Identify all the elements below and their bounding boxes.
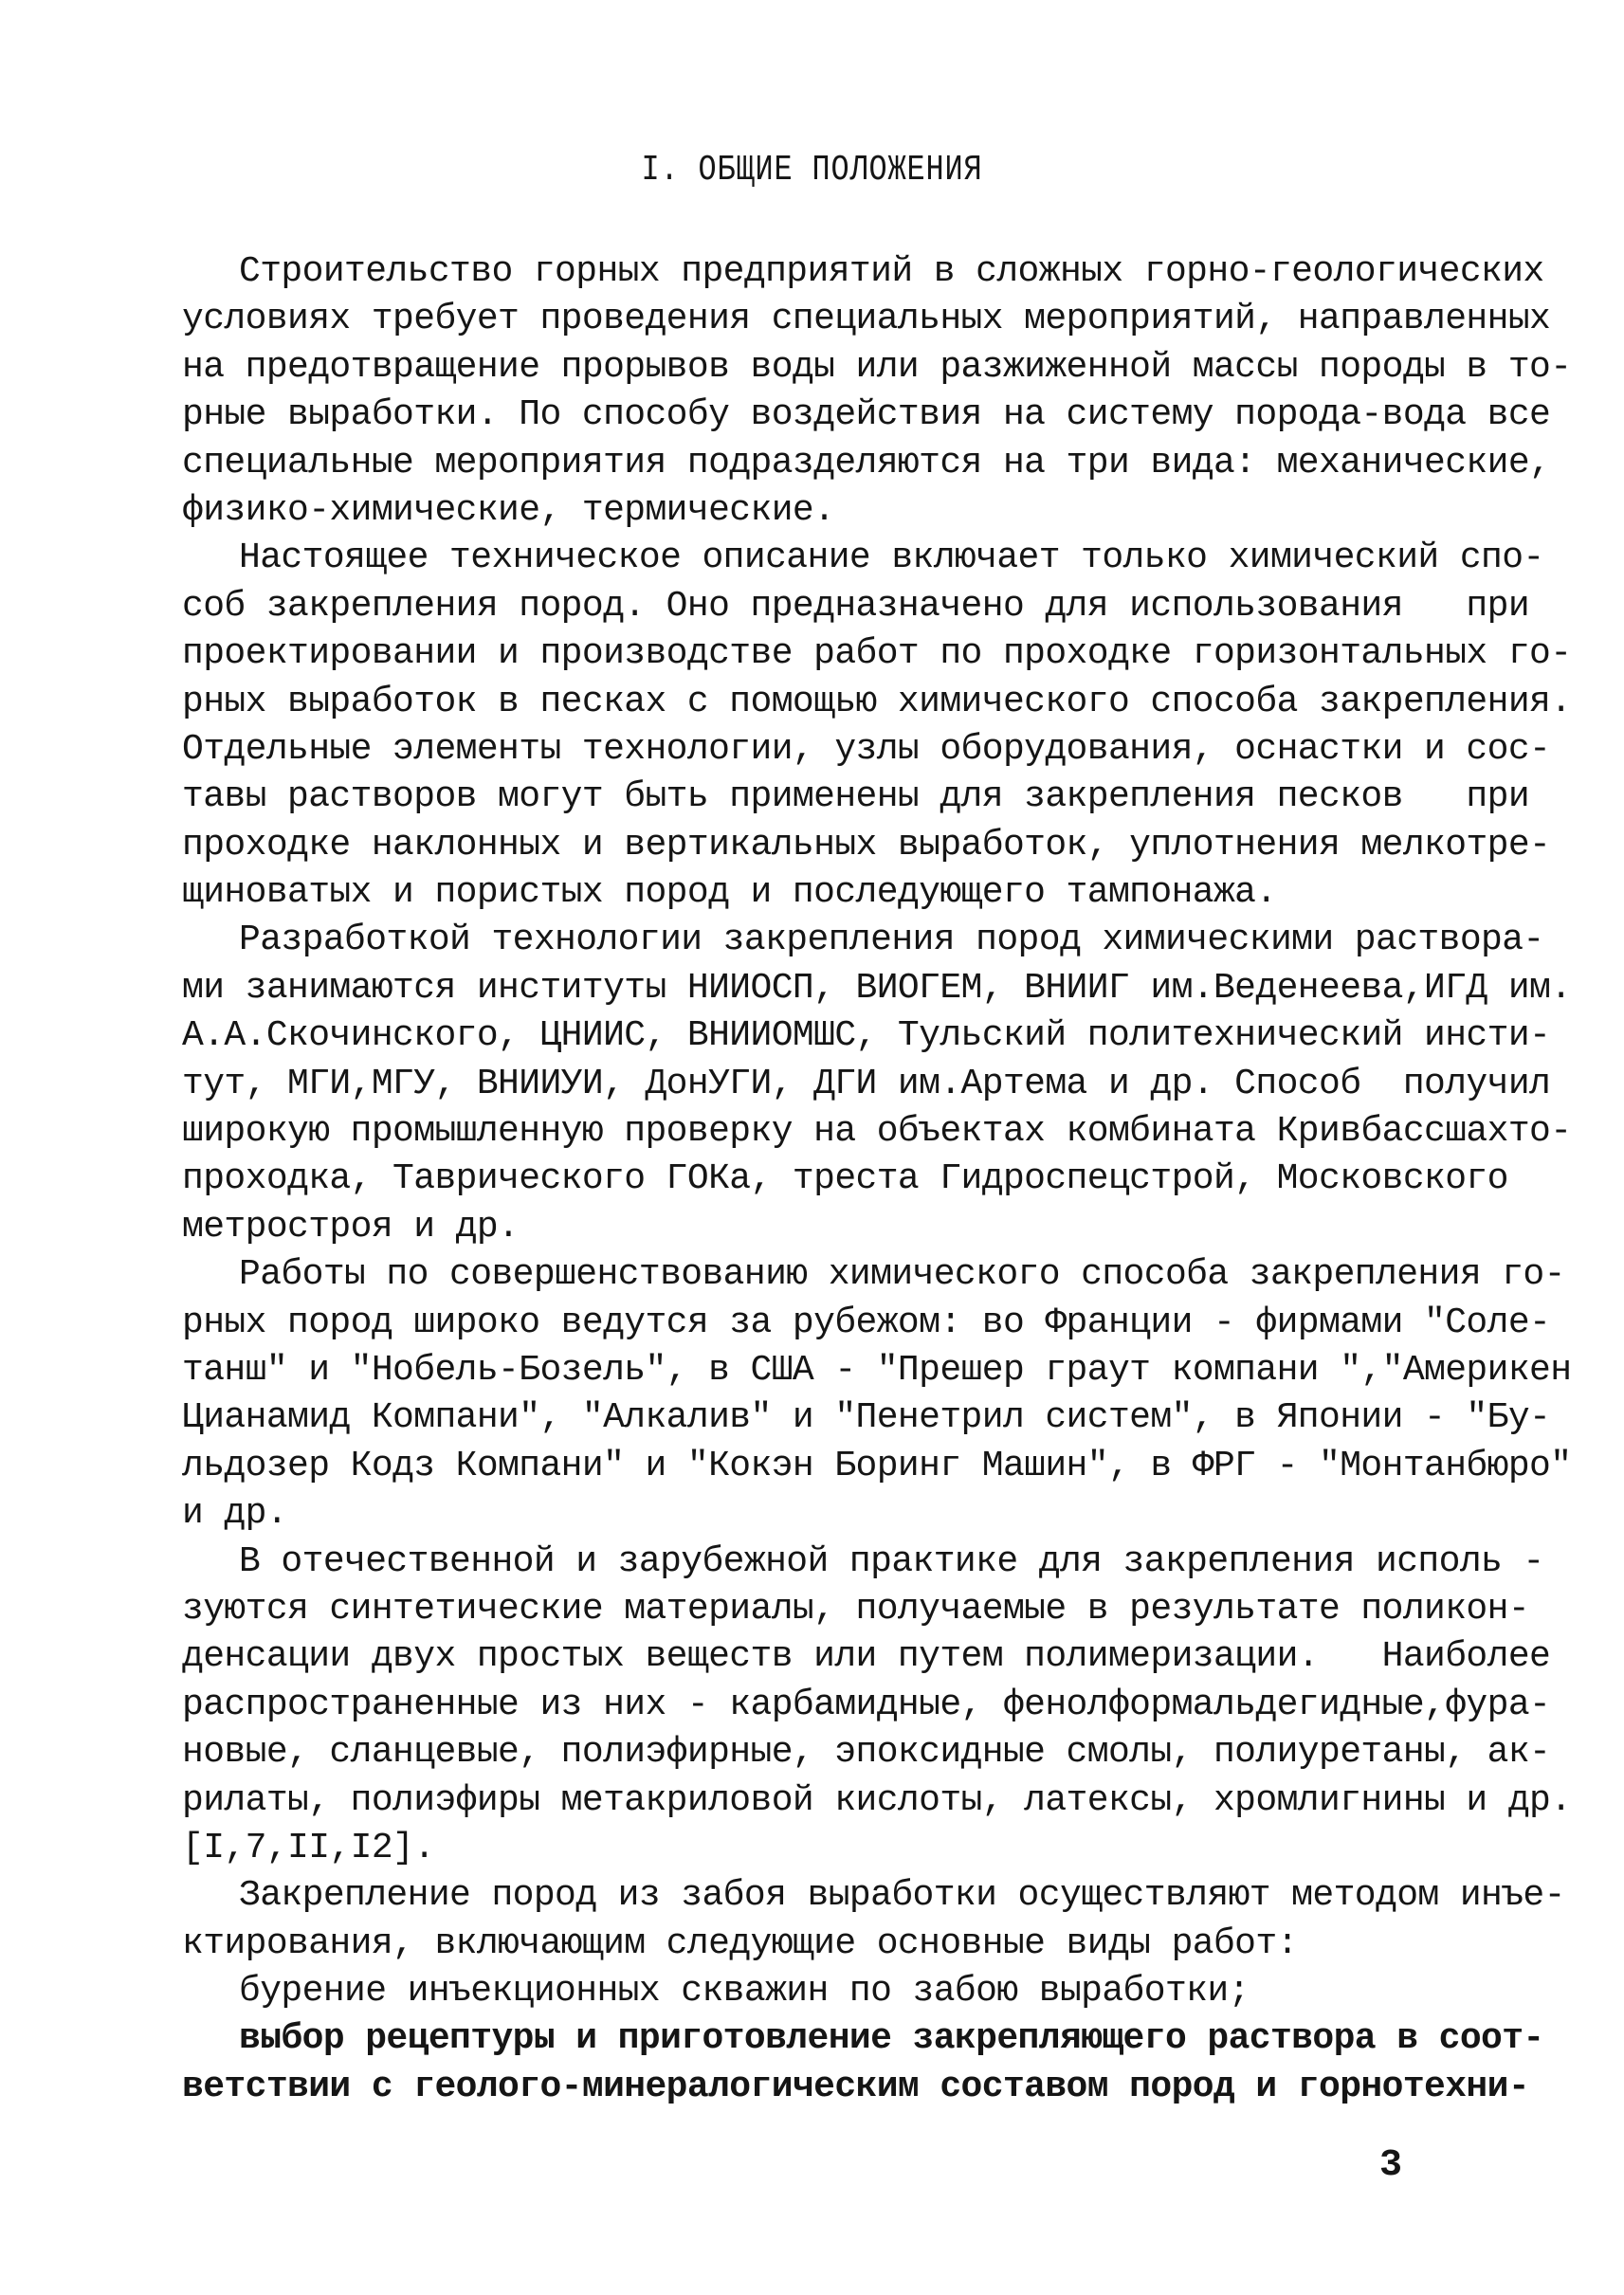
section-heading: I. ОБЩИЕ ПОЛОЖЕНИЯ xyxy=(641,150,983,191)
text-line: Настоящее техническое описание включает только химический спо- xyxy=(239,537,1544,579)
text-line: Разработкой технологии закрепления пород химическими раствора- xyxy=(239,920,1544,961)
text-line: рных выработок в песках с помощью химического способа закрепления. xyxy=(182,681,1572,722)
text-line: [I,7,II,I2]. xyxy=(182,1827,435,1868)
text-line: на предотвращение прорывов воды или разжиженной массы породы в то- xyxy=(182,346,1572,388)
text-line: бурение инъекционных скважин по забою выработки; xyxy=(239,1971,1250,2013)
text-line: тут, МГИ,МГУ, ВНИИУИ, ДонУГИ, ДГИ им.Артема и др. Способ получил xyxy=(182,1063,1551,1104)
text-line: тавы растворов могут быть применены для закрепления песков при xyxy=(182,776,1530,818)
text-line: широкую промышленную проверку на объектах комбината Кривбассшахто- xyxy=(182,1111,1572,1153)
text-line: метростроя и др. xyxy=(182,1206,520,1248)
text-line: распространенные из них - карбамидные, фенолформальдегидные,фура- xyxy=(182,1684,1551,1725)
text-line: Строительство горных предприятий в сложных горно-геологических xyxy=(239,251,1544,292)
text-line: В отечественной и зарубежной практике для закрепления исполь - xyxy=(239,1540,1544,1582)
text-line: рилаты, полиэфиры метакриловой кислоты, латексы, хромлигнины и др. xyxy=(182,1779,1572,1821)
text-line: льдозер Кодз Компани" и "Кокэн Боринг Машин", в ФРГ - "Монтанбюро" xyxy=(182,1445,1572,1486)
text-line: зуются синтетические материалы, получаемые в результате поликон- xyxy=(182,1588,1530,1630)
text-line: соб закрепления пород. Оно предназначено для использования при xyxy=(182,585,1530,627)
text-line: денсации двух простых веществ или путем полимеризации. Наиболее xyxy=(182,1636,1551,1678)
text-line: выбор рецептуры и приготовление закрепляющего раствора в соот- xyxy=(239,2018,1544,2060)
text-line: танш" и "Нобель-Бозель", в США - "Прешер граут компани ","Америкен xyxy=(182,1349,1572,1391)
text-line: ми занимаются институты НИИОСП, ВИОГЕМ, ВНИИГ им.Веденеева,ИГД им. xyxy=(182,967,1572,1009)
text-line: Отдельные элементы технологии, узлы оборудования, оснастки и сос- xyxy=(182,728,1551,770)
text-line: проходка, Таврического ГОКа, треста Гидроспецстрой, Московского xyxy=(182,1158,1508,1200)
text-line: ктирования, включающим следующие основные виды работ: xyxy=(182,1922,1298,1964)
text-line: и др. xyxy=(182,1493,288,1535)
text-line: А.А.Скочинского, ЦНИИС, ВНИИОМШС, Тульский политехнический инсти- xyxy=(182,1015,1551,1057)
text-line: Закрепление пород из забоя выработки осуществляют методом инъе- xyxy=(239,1875,1565,1917)
text-line: условиях требует проведения специальных мероприятий, направленных xyxy=(182,299,1551,340)
text-line: щиноватых и пористых пород и последующего тампонажа. xyxy=(182,872,1277,914)
text-line: Цианамид Компани", "Алкалив" и "Пенетрил систем", в Японии - "Бу- xyxy=(182,1397,1551,1439)
text-line: новые, сланцевые, полиэфирные, эпоксидные смолы, полиуретаны, ак- xyxy=(182,1732,1551,1774)
text-line: физико-химические, термические. xyxy=(182,489,835,531)
text-line: ветствии с геолого-минералогическим составом пород и горнотехни- xyxy=(182,2066,1530,2107)
text-line: рные выработки. По способу воздействия на систему порода-вода все xyxy=(182,394,1551,436)
text-line: Работы по совершенствованию химического способа закрепления го- xyxy=(239,1254,1565,1296)
text-line: проектировании и производстве работ по проходке горизонтальных го- xyxy=(182,633,1572,675)
text-line: рных пород широко ведутся за рубежом: во Франции - фирмами "Соле- xyxy=(182,1302,1551,1343)
body-text xyxy=(182,248,1572,2111)
page-number: 3 xyxy=(1379,2144,1403,2187)
text-line: специальные мероприятия подразделяются на три вида: механические, xyxy=(182,442,1551,483)
text-line: проходке наклонных и вертикальных выработок, уплотнения мелкотре- xyxy=(182,824,1551,865)
